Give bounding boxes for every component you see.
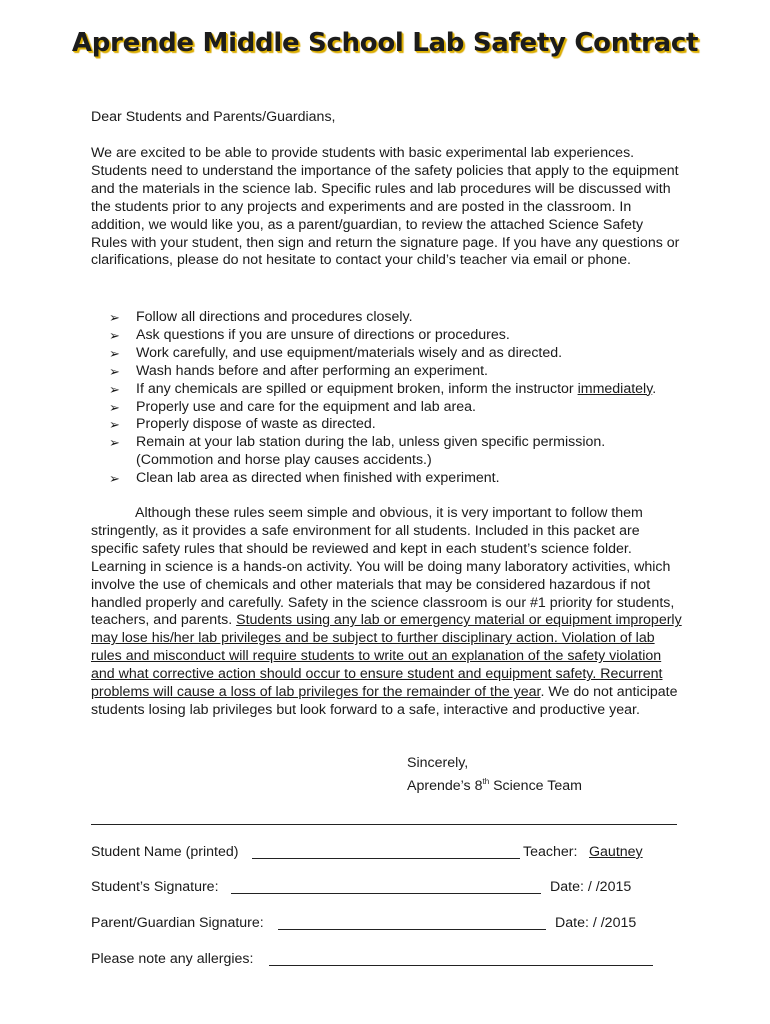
arrow-bullet-icon: ➢ xyxy=(109,310,120,325)
parent-date: Date: / /2015 xyxy=(555,915,637,931)
rule-text: Properly use and care for the equipment and lab area. xyxy=(136,398,476,415)
parent-signature-field[interactable] xyxy=(278,915,546,930)
policy-paragraph xyxy=(91,505,683,720)
arrow-bullet-icon: ➢ xyxy=(109,363,120,379)
document-title: Aprende Middle School Lab Safety Contract xyxy=(71,28,699,58)
arrow-bullet-icon: ➢ xyxy=(109,471,120,487)
list-item xyxy=(109,470,709,488)
allergies-field[interactable] xyxy=(269,951,653,966)
parent-signature-label: Parent/Guardian Signature: xyxy=(91,915,264,931)
team-name-end: Science Team xyxy=(489,777,582,794)
student-date: Date: / /2015 xyxy=(550,879,632,895)
allergies-label: Please note any allergies: xyxy=(91,951,254,967)
student-name-field[interactable] xyxy=(252,844,520,859)
list-item xyxy=(109,309,709,327)
rule-text: If any chemicals are spilled or equipment broken, inform the instructor xyxy=(136,380,578,397)
rule-text: Work carefully, and use equipment/materials wisely and as directed. xyxy=(136,344,563,361)
arrow-bullet-icon: ➢ xyxy=(109,327,120,343)
rule-text-end: . xyxy=(652,380,657,397)
arrow-bullet-icon: ➢ xyxy=(109,345,120,361)
teacher-value: Gautney xyxy=(589,844,643,860)
team-signature xyxy=(407,773,582,796)
list-item xyxy=(109,399,709,417)
rule-text: Remain at your lab station during the lab, unless given specific permission. xyxy=(136,434,606,451)
rule-text-note: (Commotion and horse play causes accidents.) xyxy=(136,452,432,469)
team-name: Aprende’s 8 xyxy=(407,777,483,794)
arrow-bullet-icon: ➢ xyxy=(109,381,120,397)
student-name-label: Student Name (printed) xyxy=(91,844,239,860)
list-item xyxy=(109,434,709,470)
list-item xyxy=(109,363,709,381)
policy-text-end: . We do not anticipate students losing lab privileges but look forward to a safe, interactive and productive year. xyxy=(91,684,678,718)
rule-text: Follow all directions and procedures closely. xyxy=(136,309,413,325)
safety-rules-list xyxy=(109,309,709,488)
teacher-label: Teacher: xyxy=(523,844,578,860)
list-item xyxy=(109,345,709,363)
student-signature-label: Student’s Signature: xyxy=(91,879,219,895)
sincerely-text: Sincerely, xyxy=(407,755,469,771)
divider xyxy=(91,824,677,825)
list-item xyxy=(109,381,709,399)
arrow-bullet-icon: ➢ xyxy=(109,417,120,433)
rule-text: Ask questions if you are unsure of directions or procedures. xyxy=(136,326,510,343)
policy-underlined-text: Students using any lab or emergency material or equipment improperly may lose his/her lab privileges and be subject to further disciplinary action. Violation of lab rules and misconduct will require students to write out an explanation of the safety violation and what corrective action should occur to ensure student and equipment safety. Recurrent problems will cause a loss of lab privileges for the remainder of the year xyxy=(91,612,682,701)
rule-text: Clean lab area as directed when finished with experiment. xyxy=(136,470,500,487)
rule-text: Properly dispose of waste as directed. xyxy=(136,416,376,433)
list-item xyxy=(109,327,709,345)
student-signature-field[interactable] xyxy=(231,879,541,894)
arrow-bullet-icon: ➢ xyxy=(109,435,120,451)
closing-signoff xyxy=(407,755,582,796)
list-item xyxy=(109,416,709,434)
ordinal-suffix: th xyxy=(482,776,490,786)
salutation: Dear Students and Parents/Guardians, xyxy=(91,109,336,125)
policy-text: Although these rules seem simple and obvious, it is very important to follow them stringently, as it provides a safe environment for all students. Included in this packet are specific safety rules that should be reviewed and kept in each student’s science folder. Learning in science is a hands-on activity. You will be doing many laboratory activities, which involve the use of chemicals and other materials that may be considered hazardous if not handled properly and carefully. Safety in the science classroom is our #1 priority for students, teachers, and parents. xyxy=(91,505,675,629)
intro-paragraph: We are excited to be able to provide students with basic experimental lab experiences. Students need to understand the importance of the safety policies that apply to the equipment and the materials in the science lab. Specific rules and lab procedures will be discussed with the students prior to any projects and experiments and are posted in the classroom. In addition, we would like you, as a parent/guardian, to review the attached Science Safety Rules with your student, then sign and return the signature page. If you have any questions or clarifications, please do not hesitate to contact your child’s teacher via email or phone. xyxy=(91,145,680,269)
rule-text: Wash hands before and after performing an experiment. xyxy=(136,362,488,379)
arrow-bullet-icon: ➢ xyxy=(109,399,120,415)
rule-emphasis: immediately xyxy=(577,380,653,397)
